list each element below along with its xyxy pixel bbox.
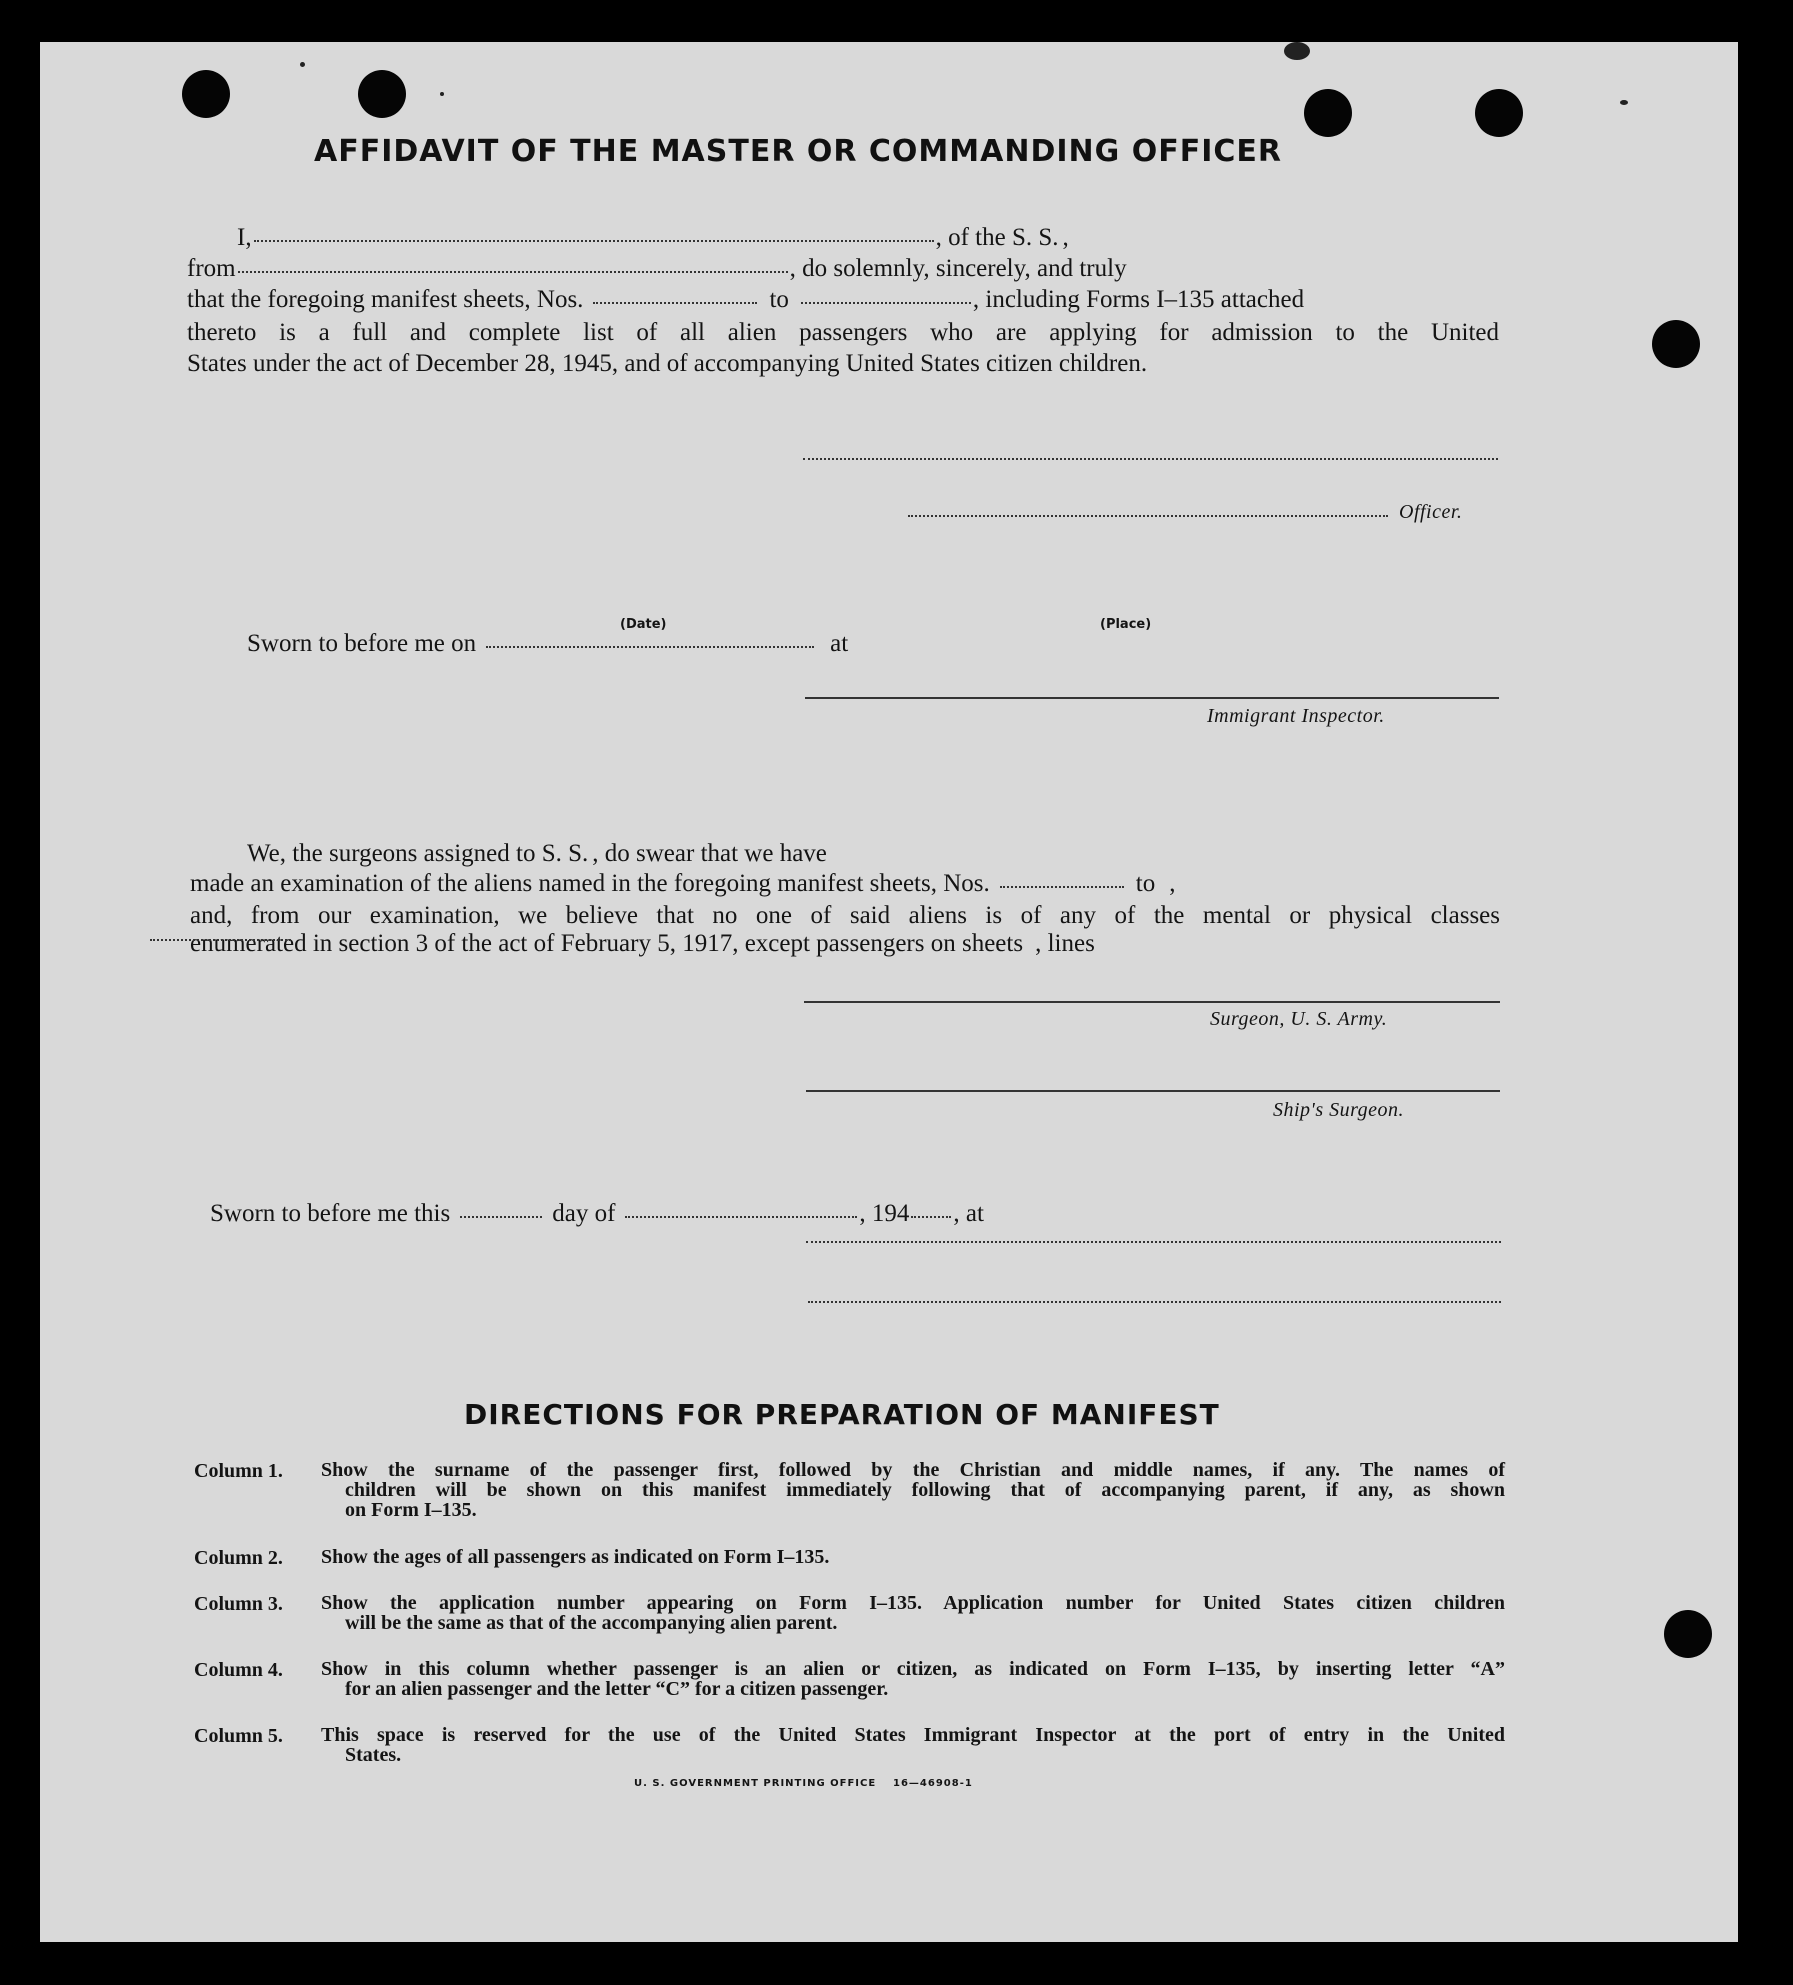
- form-code: 16—46908-1: [893, 1778, 973, 1789]
- place-caption: (Place): [1100, 617, 1152, 632]
- ship-surgeon-label: Ship's Surgeon.: [1273, 1099, 1405, 1121]
- column-3-text: [321, 1593, 1505, 1633]
- text: Show the ages of all passengers as indicated on Form I–135.: [321, 1546, 830, 1568]
- ink-speck: [1284, 42, 1310, 60]
- punch-hole-3: [1304, 89, 1352, 137]
- text: day of: [552, 1200, 616, 1227]
- text: that the foregoing manifest sheets, Nos.: [187, 286, 584, 313]
- column-1-label: Column 1.: [194, 1460, 283, 1482]
- name-field[interactable]: [254, 240, 934, 242]
- affidavit-line-2: [187, 255, 1499, 286]
- army-surgeon-label: Surgeon, U. S. Army.: [1210, 1008, 1388, 1030]
- sworn-line-2: [210, 1200, 1501, 1231]
- text: children will be shown on this manifest immediately following that of accompanying parent, if any, as shown: [345, 1479, 1505, 1501]
- punch-hole-5: [1652, 320, 1700, 368]
- text: Show in this column whether passenger is an alien or citizen, as indicated on Form I–135, by inserting letter “A”: [321, 1658, 1505, 1680]
- printer-imprint: U. S. GOVERNMENT PRINTING OFFICE: [634, 1778, 877, 1789]
- army-surgeon-signature-line[interactable]: [804, 1001, 1500, 1003]
- affidavit-line-5: [187, 348, 1147, 379]
- officer-signature-line-2[interactable]: [908, 515, 1388, 517]
- column-4-label: Column 4.: [194, 1659, 283, 1681]
- text: States.: [345, 1744, 402, 1766]
- text: Sworn to before me this: [210, 1200, 451, 1227]
- text: , at: [953, 1200, 984, 1227]
- inspector-label: Immigrant Inspector.: [1207, 705, 1385, 727]
- sheet-from-field[interactable]: [593, 302, 757, 304]
- ink-speck: [440, 92, 444, 96]
- punch-hole-6: [1664, 1610, 1712, 1658]
- punch-hole-1: [182, 70, 230, 118]
- sheet-to-field[interactable]: [801, 302, 971, 304]
- column-5-label: Column 5.: [194, 1725, 283, 1747]
- text: on Form I–135.: [345, 1499, 477, 1521]
- text: Show the application number appearing on Form I–135. Application number for United States citizen children: [321, 1592, 1505, 1614]
- text: Sworn to before me on: [247, 630, 477, 657]
- text: from: [187, 255, 236, 282]
- text: Show the surname of the passenger first, followed by the Christian and middle names, if any. The names of: [321, 1459, 1505, 1481]
- text: will be the same as that of the accompanying alien parent.: [345, 1612, 838, 1634]
- text: and, from our examination, we believe that no one of said aliens is of any of the mental or physical classes: [190, 902, 1500, 929]
- text: at: [830, 630, 849, 657]
- surgeons-sheet-from-field[interactable]: [1000, 886, 1124, 888]
- column-2-text: [321, 1547, 1505, 1567]
- inspector-signature-line[interactable]: [805, 697, 1499, 699]
- ink-speck: [300, 62, 305, 67]
- date-caption: (Date): [620, 617, 667, 632]
- sworn-day-field[interactable]: [460, 1216, 542, 1218]
- text: I,: [237, 224, 252, 251]
- officer-signature-line-1[interactable]: [803, 458, 1498, 460]
- text: , of the S. S.: [935, 224, 1059, 251]
- form-page: [40, 42, 1738, 1942]
- sworn-line-1: [247, 630, 1499, 661]
- affidavit-line-1: [237, 224, 1499, 255]
- surgeons-line-4: [190, 930, 1500, 961]
- directions-title: DIRECTIONS FOR PREPARATION OF MANIFEST: [464, 1398, 1220, 1431]
- column-1-text: [321, 1460, 1505, 1520]
- text: made an examination of the aliens named in the foregoing manifest sheets, Nos.: [190, 870, 990, 897]
- text: to: [1135, 870, 1156, 897]
- column-5-text: [321, 1725, 1505, 1765]
- sworn-year-field[interactable]: [911, 1216, 951, 1218]
- text: , do swear that we have: [592, 840, 827, 867]
- text: to: [769, 286, 789, 313]
- text: ,: [1169, 870, 1176, 897]
- sworn-month-field[interactable]: [625, 1216, 857, 1218]
- surgeons-line-2: [190, 870, 1500, 901]
- sworn2-signature-line-1[interactable]: [806, 1241, 1501, 1243]
- text: , 194: [859, 1200, 910, 1227]
- column-2-label: Column 2.: [194, 1547, 283, 1569]
- affidavit-line-4: [187, 317, 1499, 348]
- column-3-label: Column 3.: [194, 1593, 283, 1615]
- ship-surgeon-signature-line[interactable]: [806, 1090, 1500, 1092]
- text: , lines: [1035, 930, 1095, 957]
- text: , do solemnly, sincerely, and truly: [789, 255, 1127, 282]
- sworn-date-field[interactable]: [486, 646, 814, 648]
- text: States under the act of December 28, 1945, and of accompanying United States citizen children.: [187, 350, 1148, 377]
- text: enumerated in section 3 of the act of February 5, 1917, except passengers on sheets: [190, 930, 1024, 957]
- text: for an alien passenger and the letter “C” for a citizen passenger.: [345, 1678, 889, 1700]
- sworn2-signature-line-2[interactable]: [808, 1301, 1501, 1303]
- text: ,: [1062, 224, 1069, 251]
- punch-hole-4: [1475, 89, 1523, 137]
- affidavit-line-3: [187, 286, 1499, 317]
- surgeons-line-1: [247, 840, 1500, 871]
- text: thereto is a full and complete list of all alien passengers who are applying for admission to the United: [187, 319, 1499, 346]
- text: , including Forms I–135 attached: [972, 286, 1305, 313]
- surgeons-line-3: [190, 900, 1500, 931]
- ink-speck: [1620, 100, 1628, 105]
- officer-label: Officer.: [1399, 501, 1463, 523]
- text: This space is reserved for the use of the United States Immigrant Inspector at the port of entry in the United: [321, 1724, 1505, 1746]
- column-4-text: [321, 1659, 1505, 1699]
- affidavit-title: AFFIDAVIT OF THE MASTER OR COMMANDING OFFICER: [314, 134, 1282, 169]
- from-field[interactable]: [238, 271, 788, 273]
- punch-hole-2: [358, 70, 406, 118]
- lines-field[interactable]: [150, 939, 291, 941]
- text: We, the surgeons assigned to S. S.: [247, 840, 589, 867]
